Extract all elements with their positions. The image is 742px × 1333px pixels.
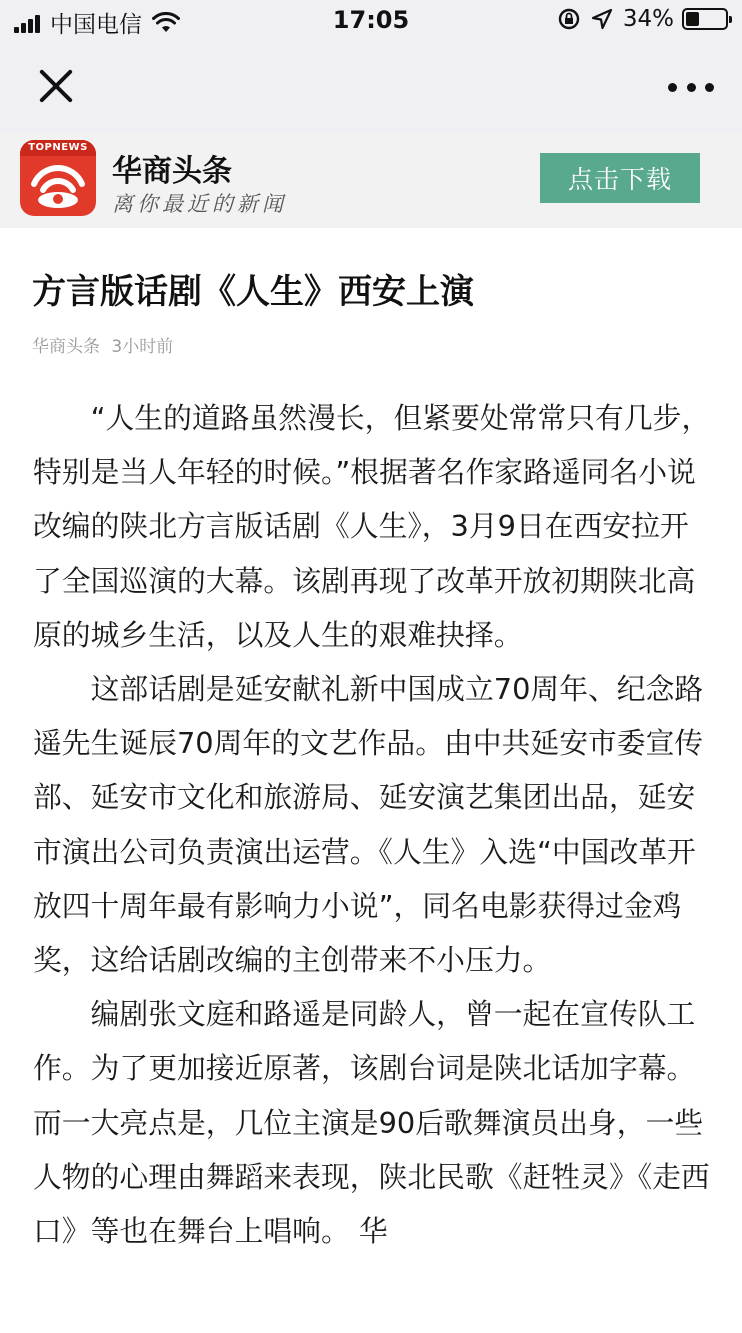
battery-percent: 34% xyxy=(622,6,674,32)
article-time: 3小时前 xyxy=(111,337,174,357)
nav-bar xyxy=(0,44,742,132)
screen-lock-icon xyxy=(557,7,581,31)
clock: 17:05 xyxy=(332,6,410,34)
article-paragraph: 编剧张文庭和路遥是同龄人，曾一起在宣传队工作。为了更加接近原著，该剧台词是陕北话加字幕。而一大亮点是，几位主演是90后歌舞演员出身，一些人物的心理由舞蹈来表现，陕北民歌《赶牲灵》《走西口》等也在舞台上唱响。 华 xyxy=(33,997,710,1249)
article-paragraph: “人生的道路虽然漫长，但紧要处常常只有几步，特别是当人年轻的时候。”根据著名作家路遥同名小说改编的陕北方言版话剧《人生》，3月9日在西安拉开了全国巡演的大幕。该剧再现了改革开放初期陕北高原的城乡生活，以及人生的艰难抉择。 xyxy=(33,401,711,652)
app-slogan: 离你最近的新闻 xyxy=(112,192,287,216)
app-logo xyxy=(20,140,96,216)
article-meta xyxy=(32,332,173,357)
carrier-label: 中国电信 xyxy=(50,12,142,38)
app-name: 华商头条 xyxy=(112,154,232,189)
battery-icon xyxy=(682,8,728,30)
status-right xyxy=(547,6,728,32)
close-icon[interactable] xyxy=(36,66,76,106)
more-icon[interactable] xyxy=(668,72,714,102)
article-paragraph: 这部话剧是延安献礼新中国成立70周年、纪念路遥先生诞辰70周年的文艺作品。由中共延安市委宣传部、延安市文化和旅游局、延安演艺集团出品，延安市演出公司负责演出运营。《人生》入选“中国改革开放四十周年最有影响力小说”，同名电影获得过金鸡奖，这给话剧改编的主创带来不小压力。 xyxy=(33,672,704,978)
article-body xyxy=(33,391,713,1258)
logo-text: TOPNEWS xyxy=(20,140,96,156)
location-icon xyxy=(591,8,613,30)
status-bar xyxy=(0,0,742,44)
article-source[interactable]: 华商头条 xyxy=(32,337,100,357)
battery-level xyxy=(686,12,699,26)
download-button[interactable]: 点击下载 xyxy=(540,153,700,203)
article-title: 方言版话剧《人生》西安上演 xyxy=(32,272,474,312)
app-download-banner xyxy=(0,132,742,228)
broadcast-icon xyxy=(28,160,88,212)
